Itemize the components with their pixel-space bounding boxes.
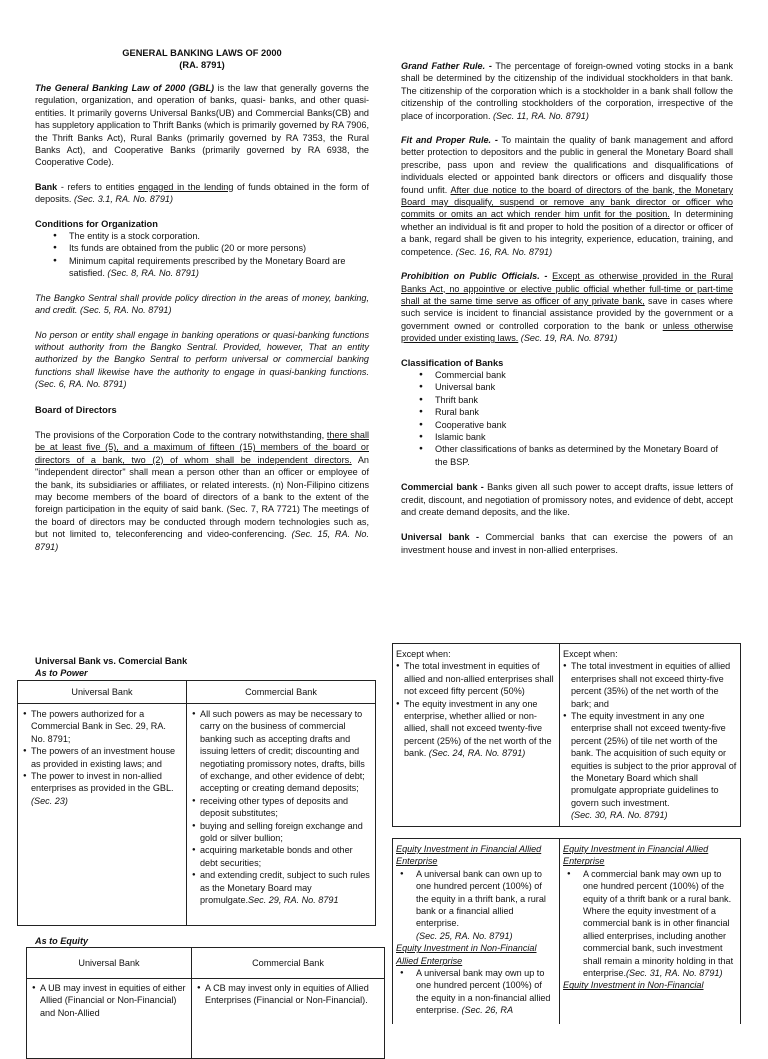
ub-equity-text: A UB may invest in equities of either Allied (Financial or Non-Financial) and Non-Allied <box>40 983 186 1018</box>
classification-list <box>401 369 733 468</box>
except-cb-text: The equity investment in any one enterprise shall not exceed twenty-five percent (25%) of tile net worth of the bank. The acquisition of such equity or equities is subject to the prior approval of the Monetary Board which shall promulgate appropriate guidelines to govern such investment. <box>571 711 737 808</box>
list-item <box>401 369 733 381</box>
except-cell-ub <box>393 644 560 827</box>
classification-heading: Classification of Banks <box>401 357 504 368</box>
power-subheading: As to Power <box>35 668 88 678</box>
except-ub-text: The equity investment in any one enterprise, whether allied or non-allied, shall not exceed twenty-five percent (25%) of the net worth of the bank. <box>404 698 552 759</box>
allied-table <box>392 838 741 1024</box>
bank-text-2: of funds obtained in the form of deposits. <box>35 181 370 205</box>
ub-power-text: The powers authorized for a Commercial Bank in Sec. 29, RA. No. 8791; <box>31 709 166 744</box>
ub-financial-allied-citation: (Sec. 25, RA. No. 8791) <box>416 930 513 941</box>
prohibition-underlined: Except as otherwise provided in the Rural Banks Act, no appointive or elective public official whether full-time or part-time shall at the same time serve as officer of any private bank, <box>401 271 733 306</box>
list-item <box>563 710 737 822</box>
except-ub-list <box>396 660 556 759</box>
except-cb-title: Except when: <box>563 649 618 659</box>
allied-cell-ub <box>393 839 560 1025</box>
list-item <box>392 967 556 1017</box>
ub-financial-allied-text: A universal bank can own up to one hundred percent (100%) of the equity in a thrift bank, a rural bank or a financial allied enterprise. <box>416 868 546 929</box>
equity-header-ub: Universal Bank <box>27 948 192 979</box>
except-ub-text: The total investment in equities of allied and non-allied enterprises shall not exceed fifty percent (50%) <box>404 661 554 697</box>
condition-text: The entity is a stock corporation. <box>69 231 200 242</box>
gbl-term: The General Banking Law of 2000 (GBL) <box>35 83 215 93</box>
board-heading: Board of Directors <box>35 404 117 415</box>
list-item <box>35 230 369 242</box>
classification-text: Commercial bank <box>435 369 506 380</box>
cb-power-text: receiving other types of deposits and deposit substitutes; <box>200 795 349 819</box>
board-underlined: there shall be at least five (5), and a maximum of fifteen (15) members of the board or directors of a bank, two (2) of whom shall be independent directors. <box>35 429 369 465</box>
list-item <box>549 868 737 980</box>
right-column <box>401 60 733 556</box>
cb-power-text: acquiring marketable bonds and other debt securities; <box>200 845 353 868</box>
cb-power-text: buying and selling foreign exchange and gold or silver bullion; <box>200 820 363 844</box>
power-cell-cb <box>187 704 376 926</box>
list-item <box>563 660 737 710</box>
classification-text: Thrift bank <box>435 394 478 405</box>
ub-nonfinancial-allied-heading: Equity Investment in Non-Financial Allied Enterprise <box>396 943 537 966</box>
equity-table <box>26 947 385 1059</box>
power-cell-ub <box>18 704 187 926</box>
cb-power-text: All such powers as may be necessary to carry on the business of commercial banking such as accepting drafts and issuing letters of credit; discounting and negotiating promissory notes, drafts, bills of exchange, and other evidence of debt; accepting or creating demand deposits; <box>200 709 365 794</box>
gbl-intro-text: is the law that generally governs the regulation, organization, and operation of banks, quasi- banks, and other quasi-entities. It primarily governs Universal Banks(UB) and Commercial Banks(CB) and has suppletory application to Thrift Banks (which is primarily governed by RA 7906, the Thrift Banks Act), Rural Banks (primarily governed by RA 7353, the Rural Banks Act), and Cooperative Banks (primarily governed by RA 6938, the Cooperative Code). <box>35 83 369 168</box>
prohibition-citation: (Sec. 19, RA. No. 8791) <box>518 333 618 344</box>
list-item <box>192 820 370 845</box>
classification-text: Other classifications of banks as determined by the Monetary Board of the BSP. <box>435 444 719 467</box>
except-ub-citation: (Sec. 24, RA. No. 8791) <box>428 748 526 759</box>
gbl-intro-paragraph <box>35 82 369 169</box>
commercial-term: Commercial bank - <box>401 482 484 493</box>
cb-financial-allied-heading: Equity Investment in Financial Allied Enterprise <box>563 844 709 867</box>
conditions-citation: (Sec. 8, RA. No. 8791) <box>104 268 199 279</box>
list-item <box>192 708 370 795</box>
commercial-bank-definition <box>401 481 733 518</box>
page-subtitle: (RA. 8791) <box>179 60 225 70</box>
ub-nonfinancial-allied-list <box>392 967 556 1017</box>
list-item <box>401 394 733 406</box>
conditions-list <box>35 230 369 280</box>
prohibition-underlined-2: unless otherwise provided under existing laws. <box>401 320 734 344</box>
cb-power-text: and extending credit, subject to such rules as the Monetary Board may promulgate. <box>200 870 370 906</box>
cb-equity-text: A CB may invest only in equities of Allied Enterprises (Financial or Non-Financial). <box>205 983 369 1006</box>
list-item <box>192 795 370 820</box>
allied-table-clip <box>392 838 742 1024</box>
fit-text-2: In determining whether an individual is fit and proper to hold the position of a director or officer of a bank, regard shall be given to his integrity, experience, education, training, and competence. <box>401 209 734 257</box>
page-title: GENERAL BANKING LAWS OF 2000 <box>122 48 282 58</box>
board-citation: (Sec. 15, RA. No. 8791) <box>35 529 369 552</box>
classification-text: Universal bank <box>435 382 496 393</box>
ub-power-list <box>23 708 181 807</box>
grandfather-term: Grand Father Rule. - <box>401 61 492 71</box>
equity-header-cb: Commercial Bank <box>192 948 385 979</box>
condition-text: Its funds are obtained from the public (20 or more persons) <box>69 243 307 254</box>
except-cb-list <box>563 660 737 821</box>
fit-underlined: After due notice to the board of directors of the bank, the Monetary Board may disqualify, suspend or remove any bank director or officer who commits or omits an act which render him unfit for the position. <box>401 184 733 220</box>
quasi-banking-paragraph: No person or entity shall engage in banking operations or quasi-banking functions without authority from the Bangko Sentral. Provided, however, That an entity authorized by the Bangko Sentral to perform universal or commercial banking functions shall likewise have the authority to engage in quasi-banking functions.(Sec. 6, RA. No. 8791) <box>35 329 369 390</box>
universal-bank-definition <box>401 531 733 556</box>
list-item <box>23 770 181 807</box>
cb-financial-allied-text: A commercial bank may own up to one hundred percent (100%) of the equity of a thrift bank or a rural bank. Where the equity investment of a commercial bank is in other financial allied enterprises, including another commercial bank, such investment shall remain a minority holding in that enterprise. <box>583 868 734 979</box>
list-item <box>401 443 733 468</box>
left-column <box>35 47 369 553</box>
classification-text: Rural bank <box>435 407 479 418</box>
equity-cell-cb <box>192 979 385 1059</box>
ub-nonfinancial-allied-citation: (Sec. 26, RA <box>458 1005 514 1016</box>
bank-citation: (Sec. 3.1, RA. No. 8791) <box>73 194 174 205</box>
ub-power-text: The powers of an investment house as provided in existing laws; and <box>31 746 176 769</box>
list-item <box>197 982 379 1007</box>
list-item <box>396 698 556 760</box>
condition-text: Minimum capital requirements prescribed by the Monetary Board are satisfied. <box>69 255 346 279</box>
fit-text: To maintain the quality of bank management and afford better protection to depositors and the public in general the Monetary Board shall prescribe, pass upon and review the qualifications and disqualifications of individuals elected or appointed bank directors or officers and disqualify those found unfit. <box>401 135 733 195</box>
list-item <box>35 242 369 254</box>
comparison-heading: Universal Bank vs. Comercial Bank <box>35 656 188 666</box>
fit-term: Fit and Proper Rule. - <box>401 135 498 146</box>
ub-equity-list <box>32 982 186 1019</box>
cb-financial-allied-list <box>549 868 737 980</box>
fit-citation: (Sec. 16, RA. No. 8791) <box>455 246 553 257</box>
list-item <box>401 406 733 418</box>
commercial-text: Banks given all such power to accept drafts, issue letters of credit, discount, and negotiation of promissory notes, and evidence of debt, accept and create demand deposits, and the like. <box>401 482 733 517</box>
power-table <box>17 680 376 926</box>
bank-term: Bank <box>35 181 58 192</box>
bank-definition <box>35 181 369 206</box>
list-item <box>401 381 733 393</box>
except-cb-text: The total investment in equities of allied enterprises shall not exceed thirty-five percent (35%) of the net worth of the bark; and <box>571 661 731 709</box>
list-item <box>401 431 733 443</box>
bank-text: - refers to entities <box>57 181 139 192</box>
grandfather-citation: (Sec. 11, RA. No. 8791) <box>493 110 589 121</box>
except-ub-title: Except when: <box>396 649 451 659</box>
conditions-heading: Conditions for Organization <box>35 218 158 229</box>
list-item <box>23 708 181 745</box>
classification-text: Cooperative bank <box>435 419 507 430</box>
power-header-cb: Commercial Bank <box>187 681 376 704</box>
cb-equity-list <box>197 982 379 1007</box>
prohibition-paragraph <box>401 270 733 344</box>
prohibition-term: Prohibition on Public Officials. - <box>401 271 548 282</box>
list-item <box>396 660 556 697</box>
ub-power-text: The power to invest in non-allied enterprises as provided in the GBL. <box>31 771 174 794</box>
fit-proper-rule <box>401 134 733 258</box>
except-table <box>392 643 741 827</box>
ub-power-citation: (Sec. 23) <box>31 795 68 806</box>
grandfather-rule <box>401 60 733 122</box>
board-text: The provisions of the Corporation Code to the contrary notwithstanding, <box>35 429 327 440</box>
ub-financial-allied-heading: Equity Investment in Financial Allied Enterprise <box>396 844 542 867</box>
equity-subheading: As to Equity <box>35 936 89 946</box>
cb-power-list <box>192 708 370 907</box>
board-paragraph <box>35 429 369 553</box>
ub-financial-allied-list <box>392 868 556 942</box>
power-header-ub: Universal Bank <box>18 681 187 704</box>
cb-nonfinancial-allied-heading: Equity Investment in Non-Financial <box>563 980 704 991</box>
universal-text: Commercial banks that can exercise the powers of an investment house and invest in non-allied enterprises. <box>401 532 733 555</box>
grandfather-text: The percentage of foreign-owned voting stocks in a bank shall be determined by the citizenship of the individual stockholders in that bank. The citizenship of the corporation which is a stockholder in a bank shall follow the citizenship of the controlling stockholders of the corporation, irrespective of the place of incorporation. <box>401 61 733 121</box>
list-item <box>32 982 186 1019</box>
classification-text: Islamic bank <box>435 431 486 442</box>
except-cell-cb <box>560 644 741 827</box>
prohibition-text: save in cases where such service is incident to financial assistance provided by the government or a government owned or controlled corporation to the bank or <box>401 295 733 331</box>
ub-nonfinancial-allied-text: A universal bank may own up to one hundred percent (100%) of the equity in a non-financial allied enterprise. <box>416 968 551 1016</box>
list-item <box>192 844 370 869</box>
equity-cell-ub <box>27 979 192 1059</box>
cb-financial-allied-citation: (Sec. 31, RA. No. 8791) <box>625 968 723 979</box>
list-item <box>392 868 556 942</box>
list-item <box>192 869 370 906</box>
list-item <box>23 745 181 770</box>
allied-cell-cb <box>560 839 741 1025</box>
cb-power-citation: Sec. 29, RA. No. 8791 <box>248 895 339 906</box>
board-text-2: An "independent director" shall mean a person other than an officer or employee of the bank, its subsidiaries or affiliates, or related interests. (n) Non-Filipino citizens may become members of the board of directors of a bank to the extent of the foreign participation in the equity of said bank. (Sec. 7, RA 7721) The meetings of the board of directors may be conducted through modern technologies such as, but not limited to, teleconferencing and video-conferencing. <box>35 454 369 540</box>
list-item <box>401 419 733 431</box>
universal-term: Universal bank - <box>401 532 480 543</box>
bsp-policy-paragraph: The Bangko Sentral shall provide policy direction in the areas of money, banking, and credit. (Sec. 5, RA. No. 8791) <box>35 292 369 316</box>
list-item <box>35 255 369 280</box>
except-cb-citation: (Sec. 30, RA. No. 8791) <box>571 810 668 821</box>
bank-underlined: engaged in the lending <box>138 181 234 192</box>
